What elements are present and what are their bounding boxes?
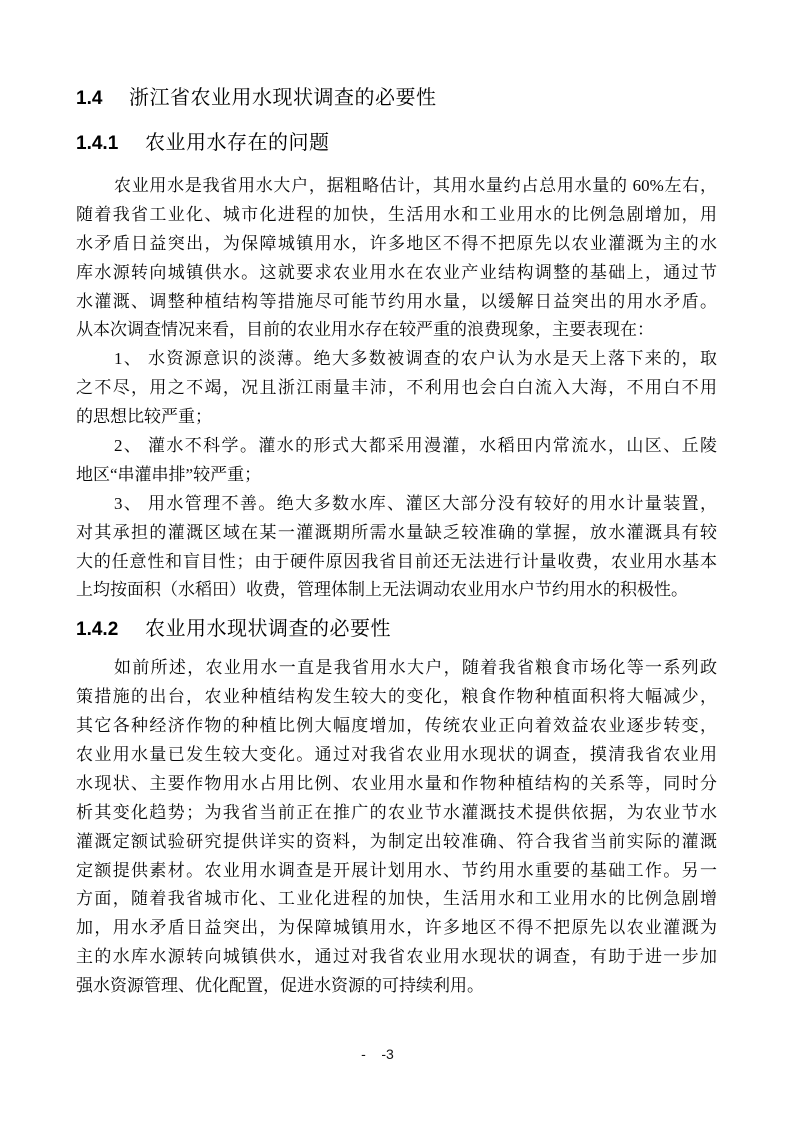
text-line: 2、 灌水不科学。灌水的形式大都采用漫灌，水稻田内常流水，山区、丘陵 bbox=[114, 436, 717, 456]
paragraph-survey-necessity bbox=[76, 654, 717, 1001]
text-line: 地区“串灌串排”较严重； bbox=[76, 464, 262, 484]
text-line: 策措施的出台，农业种植结构发生较大的变化，粮食作物种植面积将大幅减少， bbox=[76, 687, 717, 707]
paragraph-water-use-overview bbox=[76, 172, 717, 345]
section-heading-1-4-2 bbox=[76, 617, 717, 642]
list-item-2-unscientific-irrigation bbox=[76, 432, 717, 490]
text-line: 灌溉定额试验研究提供详实的资料，为制定出较准确、符合我省当前实际的灌溉 bbox=[76, 831, 717, 851]
text-line: 农业用水是我省用水大户，据粗略估计，其用水量约占总用水量的 60%左右， bbox=[114, 176, 717, 195]
text-line: 大的任意性和盲目性；由于硬件原因我省目前还无法进行计量收费，农业用水基本 bbox=[76, 551, 717, 571]
text-line: 强水资源管理、优化配置，促进水资源的可持续利用。 bbox=[76, 976, 484, 996]
section-number-1-4: 1.4 bbox=[76, 88, 103, 109]
text-line: 对其承担的灌溉区域在某一灌溉期所需水量缺乏较准确的掌握，放水灌溉具有较 bbox=[76, 522, 717, 542]
text-line: 水现状、主要作物用水占用比例、农业用水量和作物种植结构的关系等，同时分 bbox=[76, 773, 717, 793]
section-title-1-4-1: 农业用水存在的问题 bbox=[145, 132, 330, 154]
text-line: 水灌溉、调整种植结构等措施尽可能节约用水量，以缓解日益突出的用水矛盾。 bbox=[76, 291, 717, 311]
text-line: 从本次调查情况来看，目前的农业用水存在较严重的浪费现象，主要表现在： bbox=[76, 320, 654, 340]
section-number-1-4-2: 1.4.2 bbox=[76, 619, 119, 641]
section-number-1-4-1: 1.4.1 bbox=[76, 133, 119, 154]
text-line: 如前所述，农业用水一直是我省用水大户，随着我省粮食市场化等一系列政 bbox=[114, 658, 717, 678]
text-line: 水矛盾日益突出，为保障城镇用水，许多地区不得不把原先以农业灌溉为主的水 bbox=[76, 233, 717, 253]
section-heading-1-4-1 bbox=[76, 131, 717, 156]
text-line: 随着我省工业化、城市化进程的加快，生活用水和工业用水的比例急剧增加，用 bbox=[76, 204, 717, 224]
text-line: 的思想比较严重； bbox=[76, 407, 212, 427]
section-title-1-4-2: 农业用水现状调查的必要性 bbox=[145, 618, 391, 641]
text-line: 1、 水资源意识的淡薄。绝大多数被调查的农户认为水是天上落下来的，取 bbox=[114, 349, 717, 369]
text-line: 上均按面积（水稻田）收费，管理体制上无法调动农业用水户节约用水的积极性。 bbox=[76, 580, 688, 600]
section-heading-1-4 bbox=[76, 86, 717, 111]
text-line: 3、 用水管理不善。绝大多数水库、灌区大部分没有较好的用水计量装置， bbox=[114, 493, 717, 513]
list-item-1-weak-awareness bbox=[76, 345, 717, 432]
list-item-3-poor-management bbox=[76, 490, 717, 606]
text-line: 其它各种经济作物的种植比例大幅度增加，传统农业正向着效益农业逐步转变， bbox=[76, 716, 717, 736]
page-number: - -3 bbox=[361, 1046, 394, 1062]
text-line: 加，用水矛盾日益突出，为保障城镇用水，许多地区不得不把原先以农业灌溉为 bbox=[76, 918, 717, 938]
text-line: 定额提供素材。农业用水调查是开展计划用水、节约用水重要的基础工作。另一 bbox=[76, 860, 717, 880]
text-line: 之不尽，用之不竭，况且浙江雨量丰沛，不利用也会白白流入大海，不用白不用 bbox=[76, 378, 717, 398]
text-line: 库水源转向城镇供水。这就要求农业用水在农业产业结构调整的基础上，通过节 bbox=[76, 262, 717, 282]
text-line: 农业用水量已发生较大变化。通过对我省农业用水现状的调查，摸清我省农业用 bbox=[76, 745, 717, 765]
text-line: 主的水库水源转向城镇供水，通过对我省农业用水现状的调查，有助于进一步加 bbox=[76, 947, 717, 967]
text-line: 析其变化趋势；为我省当前正在推广的农业节水灌溉技术提供依据，为农业节水 bbox=[76, 802, 717, 822]
text-line: 方面，随着我省城市化、工业化进程的加快，生活用水和工业用水的比例急剧增 bbox=[76, 889, 717, 909]
section-title-1-4: 浙江省农业用水现状调查的必要性 bbox=[129, 87, 437, 109]
